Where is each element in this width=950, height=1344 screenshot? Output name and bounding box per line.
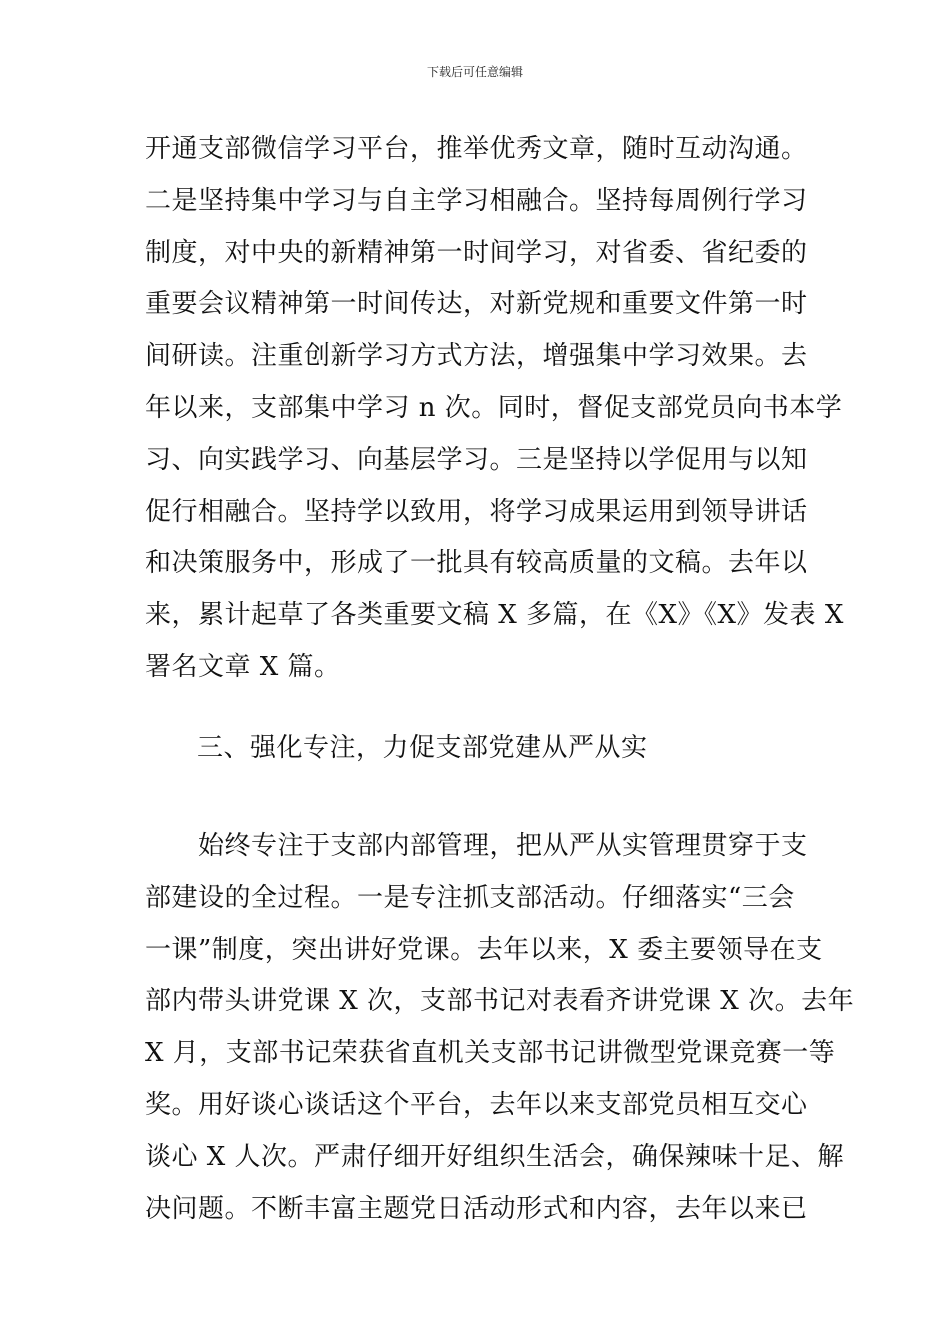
paragraph-line: 部内带头讲党课 X 次，支部书记对表看齐讲党课 X 次。去年 bbox=[145, 986, 855, 1017]
paragraph-line: 间研读。注重创新学习方式方法，增强集中学习效果。去 bbox=[145, 341, 808, 372]
paragraph-line: 重要会议精神第一时间传达，对新党规和重要文件第一时 bbox=[145, 289, 808, 320]
paragraph-line: 开通支部微信学习平台，推举优秀文章，随时互动沟通。 bbox=[145, 134, 808, 164]
paragraph-line: 奖。用好谈心谈话这个平台，去年以来支部党员相互交心 bbox=[145, 1089, 808, 1120]
paragraph-line: X 月，支部书记荣获省直机关支部书记讲微型党课竞赛一等 bbox=[145, 1038, 836, 1069]
section-heading: 三、强化专注，力促支部党建从严从实 bbox=[197, 733, 648, 763]
paragraph-line: 制度，对中央的新精神第一时间学习，对省委、省纪委的 bbox=[145, 237, 808, 268]
paragraph-line: 和决策服务中，形成了一批具有较高质量的文稿。去年以 bbox=[145, 548, 808, 579]
paragraph-line: 决问题。不断丰富主题党日活动形式和内容，去年以来已 bbox=[145, 1193, 808, 1224]
paragraph-line: 署名文章 X 篇。 bbox=[145, 651, 341, 682]
paragraph-line: 谈心 X 人次。严肃仔细开好组织生活会，确保辣味十足、解 bbox=[145, 1141, 845, 1172]
paragraph-line: 习、向实践学习、向基层学习。三是坚持以学促用与以知 bbox=[145, 444, 808, 475]
paragraph-line: 始终专注于支部内部管理，把从严从实管理贯穿于支 bbox=[145, 831, 808, 861]
paragraph-line: 年以来，支部集中学习 n 次。同时，督促支部党员向书本学 bbox=[145, 392, 843, 423]
page-header: 下载后可任意编辑 bbox=[426, 65, 523, 79]
paragraph-study-methods bbox=[145, 124, 844, 694]
paragraph-line: 促行相融合。坚持学以致用，将学习成果运用到领导讲话 bbox=[145, 496, 808, 527]
paragraph-line: 一课”制度，突出讲好党课。去年以来，X 委主要领导在支 bbox=[145, 934, 823, 965]
paragraph-line: 部建设的全过程。一是专注抓支部活动。仔细落实“三会 bbox=[145, 882, 795, 913]
paragraph-branch-management bbox=[145, 821, 855, 1235]
paragraph-line: 二是坚持集中学习与自主学习相融合。坚持每周例行学习 bbox=[145, 185, 808, 216]
paragraph-line: 来，累计起草了各类重要文稿 X 多篇，在《X》《X》发表 X bbox=[145, 600, 844, 631]
